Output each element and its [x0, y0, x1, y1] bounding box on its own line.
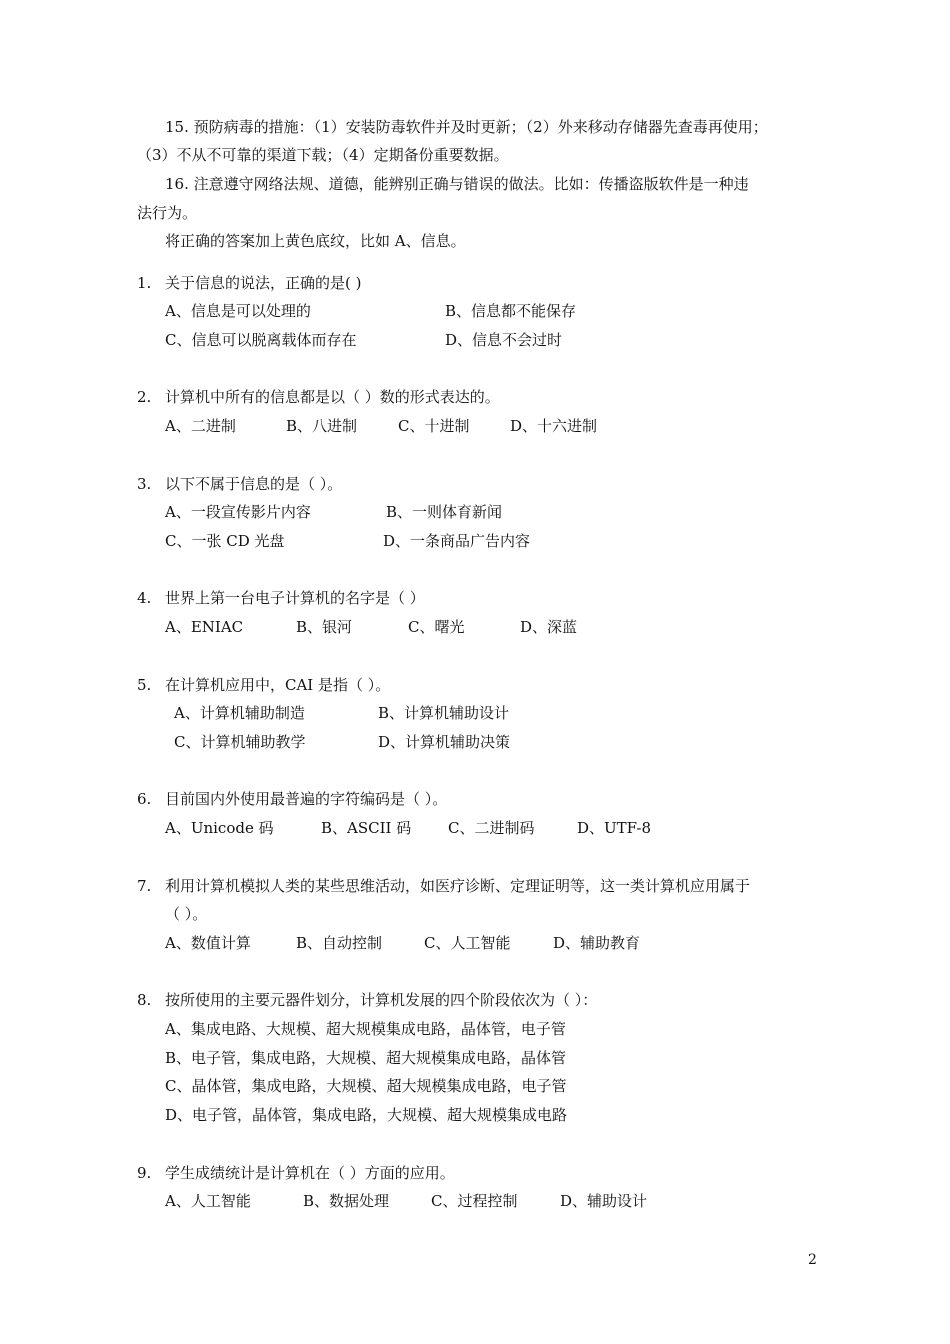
option-b: B、ASCII 码: [321, 819, 412, 837]
question-number: 7.: [137, 877, 152, 895]
option-a: A、计算机辅助制造: [174, 704, 305, 722]
option-b: B、八进制: [286, 417, 358, 435]
option-b: B、数据处理: [303, 1192, 390, 1210]
option-b: B、电子管，集成电路，大规模、超大规模集成电路，晶体管: [165, 1049, 567, 1067]
option-d: D、辅助设计: [560, 1192, 648, 1210]
intro-p15-line1: 15. 预防病毒的措施：（1）安装防毒软件并及时更新；（2）外来移动存储器先查毒再使用；: [165, 118, 768, 136]
option-c: C、曙光: [408, 618, 465, 636]
option-d: D、辅助教育: [553, 934, 641, 952]
option-a: A、一段宣传影片内容: [165, 503, 311, 521]
option-d: D、计算机辅助决策: [378, 733, 511, 751]
question-stem: 计算机中所有的信息都是以（ ）数的形式表达的。: [165, 388, 500, 406]
intro-p16-line2: 法行为。: [137, 204, 198, 222]
intro-note: 将正确的答案加上黄色底纹，比如 A、信息。: [165, 232, 466, 250]
option-a: A、集成电路、大规模、超大规模集成电路，晶体管，电子管: [165, 1020, 566, 1038]
question-number: 3.: [137, 475, 152, 493]
question-stem: 按所使用的主要元器件划分，计算机发展的四个阶段依次为（ ）：: [165, 991, 598, 1009]
option-a: A、信息是可以处理的: [165, 302, 311, 320]
intro-p16-line1: 16. 注意遵守网络法规、道德，能辨别正确与错误的做法。比如：传播盗版软件是一种违: [165, 175, 749, 193]
option-b: B、一则体育新闻: [386, 503, 503, 521]
option-d: D、一条商品广告内容: [383, 532, 531, 550]
option-d: D、电子管，晶体管，集成电路，大规模、超大规模集成电路: [165, 1106, 568, 1124]
option-c: C、计算机辅助教学: [174, 733, 306, 751]
question-number: 6.: [137, 790, 152, 808]
option-c: C、一张 CD 光盘: [165, 532, 285, 550]
option-d: D、深蓝: [520, 618, 578, 636]
question-number: 9.: [137, 1164, 152, 1182]
option-c: C、人工智能: [424, 934, 511, 952]
question-stem: 在计算机应用中，CAI 是指（ ）。: [165, 676, 391, 694]
option-c: C、晶体管，集成电路，大规模、超大规模集成电路，电子管: [165, 1077, 567, 1095]
option-d: D、十六进制: [510, 417, 598, 435]
option-d: D、信息不会过时: [445, 331, 563, 349]
question-number: 1.: [137, 274, 152, 292]
question-stem: 以下不属于信息的是（ ）。: [165, 475, 343, 493]
option-a: A、ENIAC: [165, 618, 244, 636]
option-c: C、过程控制: [431, 1192, 518, 1210]
option-a: A、数值计算: [165, 934, 251, 952]
option-a: A、人工智能: [165, 1192, 251, 1210]
option-c: C、十进制: [398, 417, 470, 435]
option-c: C、二进制码: [448, 819, 535, 837]
option-c: C、信息可以脱离载体而存在: [165, 331, 357, 349]
question-stem: 目前国内外使用最普遍的字符编码是（ ）。: [165, 790, 448, 808]
option-a: A、二进制: [165, 417, 236, 435]
option-b: B、计算机辅助设计: [378, 704, 510, 722]
question-number: 2.: [137, 388, 152, 406]
page-number: 2: [808, 1252, 817, 1268]
option-a: A、Unicode 码: [165, 819, 274, 837]
option-b: B、信息都不能保存: [445, 302, 577, 320]
option-b: B、自动控制: [296, 934, 383, 952]
question-number: 4.: [137, 589, 152, 607]
option-d: D、UTF-8: [577, 819, 652, 837]
question-number: 5.: [137, 676, 152, 694]
question-stem: 世界上第一台电子计算机的名字是（ ）: [165, 589, 425, 607]
intro-p15-line2: （3）不从不可靠的渠道下载；（4）定期备份重要数据。: [137, 146, 509, 164]
question-stem: 学生成绩统计是计算机在（ ）方面的应用。: [165, 1164, 455, 1182]
question-stem: 关于信息的说法，正确的是( ): [165, 274, 362, 292]
question-number: 8.: [137, 991, 152, 1009]
question-stem-continued: （ ）。: [165, 905, 208, 923]
question-stem: 利用计算机模拟人类的某些思维活动，如医疗诊断、定理证明等，这一类计算机应用属于: [165, 877, 751, 895]
option-b: B、银河: [296, 618, 353, 636]
